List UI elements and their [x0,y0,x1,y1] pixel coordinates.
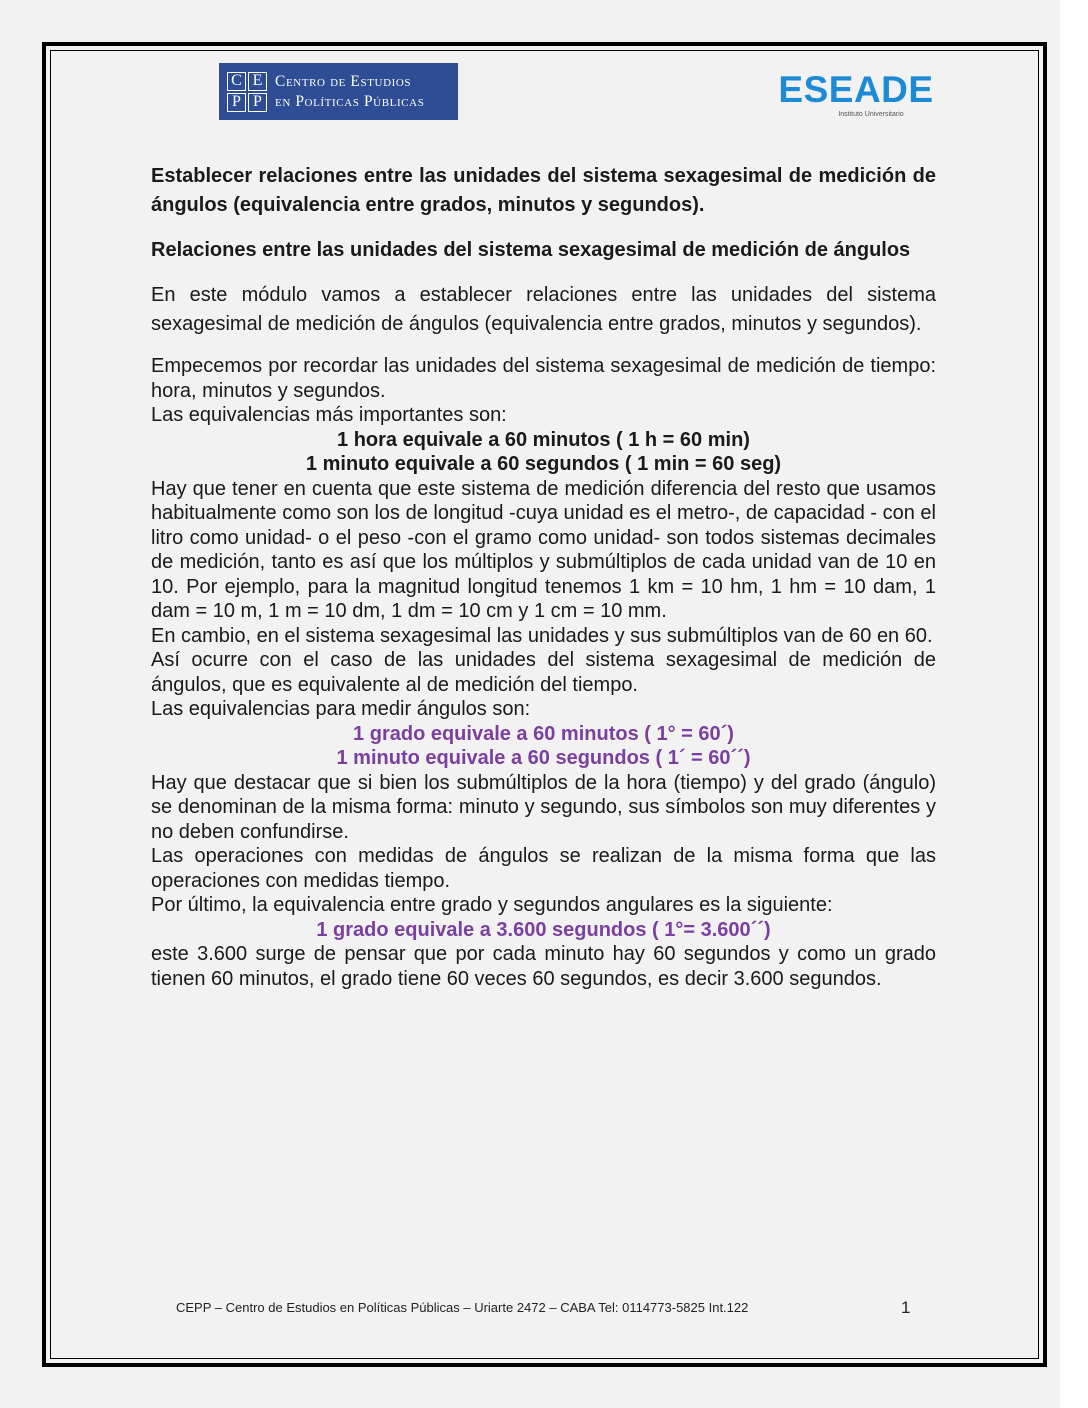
paragraph: Así ocurre con el caso de las unidades del sistema sexagesimal de medición de ángulos, que es equivalente al de medición del tiempo. [151,649,936,696]
paragraph: este 3.600 surge de pensar que por cada minuto hay 60 segundos y como un grado tienen 60 minutos, el grado tiene 60 veces 60 segundos, es decir 3.600 segundos. [151,943,936,990]
footer-contact: CEPP – Centro de Estudios en Políticas Públicas – Uriarte 2472 – CABA Tel: 0114773-5825 Int.122 [176,1300,749,1315]
intro-paragraph: En este módulo vamos a establecer relaciones entre las unidades del sistema sexagesimal de medición de ángulos (equivalencia entre grados, minutos y segundos). [151,284,936,335]
paragraph: En cambio, en el sistema sexagesimal las unidades y sus submúltiplos van de 60 en 60. [151,624,933,647]
cepp-letter: C [227,72,246,91]
equivalence-angle-seconds: 1 grado equivale a 3.600 segundos ( 1°= 3.600´´) [316,918,771,941]
eseade-logo-name: ESEADE [778,69,934,110]
document-body [151,162,936,991]
cepp-logo-text [275,72,424,112]
section-heading: Relaciones entre las unidades del sistema sexagesimal de medición de ángulos [151,239,911,261]
document-title: Establecer relaciones entre las unidades del sistema sexagesimal de medición de ángulos (equivalencia entre grados, minutos y segundos). [151,165,936,216]
paragraph: Por último, la equivalencia entre grado y segundos angulares es la siguiente: [151,894,833,916]
paragraph: Hay que destacar que si bien los submúltiplos de la hora (tiempo) y del grado (ángulo) se denominan de la misma forma: minuto y segundo, sus símbolos son muy diferentes y no deben confundirse. [151,771,936,843]
paragraph: Empecemos por recordar las unidades del sistema sexagesimal de medición de tiempo: hora, minutos y segundos. [151,355,936,402]
eseade-logo [776,70,936,122]
page-number: 1 [901,1298,911,1317]
paragraph: Las operaciones con medidas de ángulos se realizan de la misma forma que las operaciones con medidas tiempo. [151,845,936,892]
equivalence-time-hour: 1 hora equivale a 60 minutos ( 1 h = 60 min) [337,428,750,451]
cepp-logo-line2: en Políticas Públicas [275,92,425,110]
equivalence-angle-minute: 1 minuto equivale a 60 segundos ( 1´ = 60´´) [336,747,751,769]
cepp-letter: P [227,93,246,112]
cepp-monogram [227,72,267,112]
cepp-letter: E [248,72,267,91]
cepp-logo-line1: Centro de Estudios [275,72,412,90]
equivalence-time-minute: 1 minuto equivale a 60 segundos ( 1 min = 60 seg) [305,453,782,475]
paragraph: Hay que tener en cuenta que este sistema de medición diferencia del resto que usamos habitualmente como son los de longitud -cuya unidad es el metro-, de capacidad - con el litro como unidad- o el peso -con el gramo como unidad- son todos sistemas decimales de medición, tanto es así que los múltiplos y submúltiplos de cada unidad van de 10 en 10. Por ejemplo, para la magnitud longitud tenemos 1 km = 10 hm, 1 hm = 10 dam, 1 dam = 10 m, 1 m = 10 dm, 1 dm = 10 cm y 1 cm = 10 mm. [151,477,936,622]
paragraph: Las equivalencias más importantes son: [151,404,507,426]
cepp-logo [219,63,458,120]
eseade-logo-subtitle: Instituto Universitario [838,111,904,118]
page-edge [1060,0,1088,1408]
cepp-letter: P [248,93,267,112]
equivalence-angle-degree: 1 grado equivale a 60 minutos ( 1° = 60´) [353,722,734,745]
paragraph: Las equivalencias para medir ángulos son: [151,698,531,720]
